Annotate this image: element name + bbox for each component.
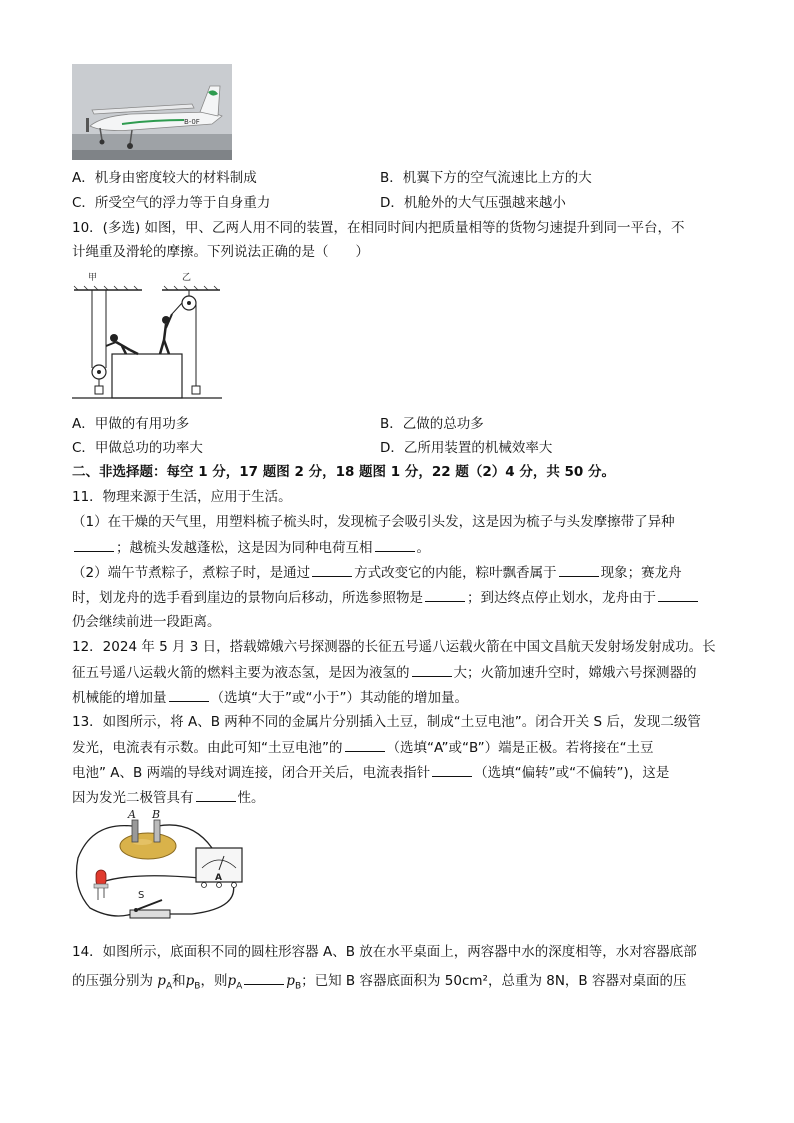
label-yi: 乙 <box>182 273 192 283</box>
answer-blank[interactable] <box>658 587 698 602</box>
q9-option-a: A．机身由密度较大的材料制成 <box>72 170 257 186</box>
q9-option-d: D．机舱外的大气压强越来越小 <box>380 195 566 211</box>
q11-part2-line2: 时，划龙舟的选手看到崖边的景物向后移动，所选参照物是 ；到达终点停止划水，龙舟由于 <box>72 587 700 608</box>
q13-line4: 因为发光二极管具有 性。 <box>72 787 265 808</box>
answer-blank[interactable] <box>432 762 472 777</box>
ammeter-label: A <box>215 873 222 883</box>
q12-line2: 征五号遥八运载火箭的燃料主要为液态氢，是因为液氢的 大；火箭加速升空时，嫦娥六号探测器的 <box>72 662 697 683</box>
potato-battery-circuit <box>72 808 250 926</box>
q12-line3: 机械能的增加量 （选填“大于”或“小于”）其动能的增加量。 <box>72 687 468 708</box>
q9-option-b: B．机翼下方的空气流速比上方的大 <box>380 170 592 186</box>
q14-line1: 14．如图所示，底面积不同的圆柱形容器 A、B 放在水平桌面上，两容器中水的深度相等，水对容器底部 <box>72 944 697 960</box>
answer-blank[interactable] <box>74 537 114 552</box>
svg-text:B-0F: B-0F <box>184 118 200 126</box>
q12-line1: 12．2024 年 5 月 3 日，搭载嫦娥六号探测器的长征五号遥八运载火箭在中国文昌航天发射场发射成功。长 <box>72 639 716 655</box>
q9-option-c: C．所受空气的浮力等于自身重力 <box>72 195 271 211</box>
q10-option-a: A．甲做的有用功多 <box>72 416 190 432</box>
q11-part2-line1: （2）端午节煮粽子，煮粽子时，是通过 方式改变它的内能，粽叶飘香属于 现象；赛龙舟 <box>72 562 682 583</box>
q13-line1: 13．如图所示，将 A、B 两种不同的金属片分别插入土豆，制成“土豆电池”。闭合开关 S 后，发现二级管 <box>72 714 701 730</box>
q10-option-d: D．乙所用装置的机械效率大 <box>380 440 553 456</box>
answer-blank[interactable] <box>425 587 465 602</box>
answer-blank[interactable] <box>412 662 452 677</box>
plate-a-label: A <box>128 808 136 821</box>
q11-part1-line2: ；越梳头发越蓬松，这是因为同种电荷互相 。 <box>72 537 430 558</box>
answer-blank[interactable] <box>169 687 209 702</box>
q11-intro: 11．物理来源于生活，应用于生活。 <box>72 489 292 505</box>
pulley-figure <box>72 268 222 402</box>
label-jia: 甲 <box>88 273 98 283</box>
answer-blank[interactable] <box>375 537 415 552</box>
q13-line2: 发光，电流表有示数。由此可知“土豆电池”的 （选填“A”或“B”）端是正极。若将接在“土豆 <box>72 737 654 758</box>
answer-blank[interactable] <box>196 787 236 802</box>
airplane-photo <box>72 64 232 160</box>
section-2-header: 二、非选择题：每空 1 分，17 题图 2 分，18 题图 1 分，22 题（2）4 分，共 50 分。 <box>72 464 616 480</box>
q11-part1-line1: （1）在干燥的天气里，用塑料梳子梳头时，发现梳子会吸引头发，这是因为梳子与头发摩擦带了异种 <box>72 514 675 530</box>
answer-blank[interactable] <box>345 737 385 752</box>
q11-part2-line3: 仍会继续前进一段距离。 <box>72 614 221 630</box>
answer-blank[interactable] <box>244 970 284 985</box>
answer-blank[interactable] <box>312 562 352 577</box>
q10-option-c: C．甲做总功的功率大 <box>72 440 203 456</box>
q10-stem-line1: 10．(多选) 如图，甲、乙两人用不同的装置，在相同时间内把质量相等的货物匀速提升到同一平台，不 <box>72 220 685 236</box>
answer-blank[interactable] <box>559 562 599 577</box>
q14-line2: 的压强分别为 $p_A$和$p_B$，则$p_A$ $p_B$；已知 B 容器底面积为 50cm²，总重为 8N，B 容器对桌面的压 <box>72 970 686 997</box>
q13-line3: 电池” A、B 两端的导线对调连接，闭合开关后，电流表指针 （选填“偏转”或“不偏转”)，这是 <box>72 762 669 783</box>
q10-stem-line2: 计绳重及滑轮的摩擦。下列说法正确的是（ ） <box>72 244 369 260</box>
q10-option-b: B．乙做的总功多 <box>380 416 484 432</box>
switch-label: S <box>138 890 145 901</box>
plate-b-label: B <box>152 808 161 821</box>
